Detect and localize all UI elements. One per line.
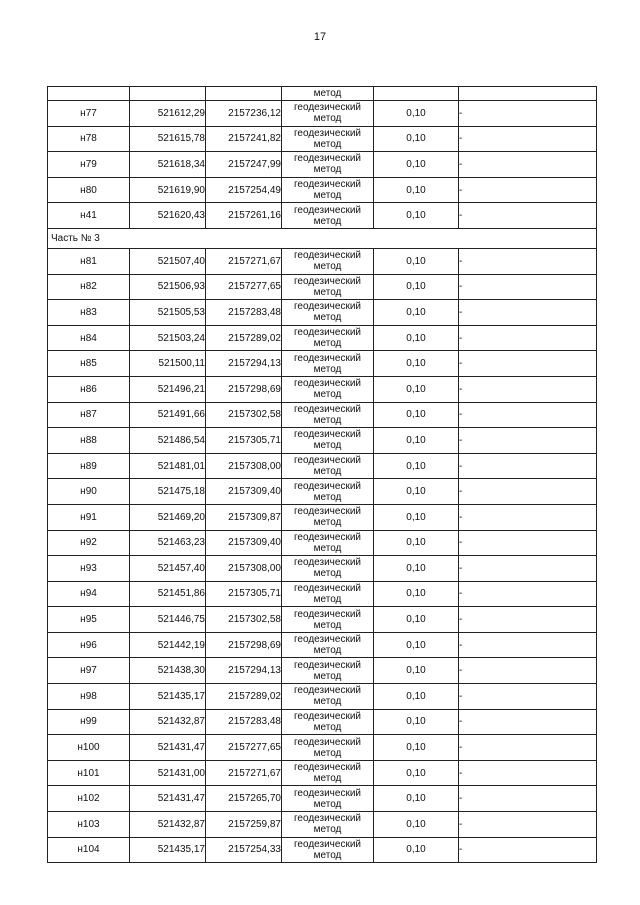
cell-y: 2157308,00 <box>206 556 282 582</box>
table-row <box>48 152 597 178</box>
cell-method: геодезический метод <box>282 760 374 786</box>
cell-y: 2157277,65 <box>206 735 282 761</box>
table-row <box>48 101 597 127</box>
cell-x: 521620,43 <box>130 203 206 229</box>
cell-note: - <box>459 607 597 633</box>
coordinates-table <box>47 86 597 863</box>
cell-note: - <box>459 203 597 229</box>
table-row <box>48 274 597 300</box>
cell-error: 0,10 <box>374 837 459 863</box>
cell-point: н99 <box>48 709 130 735</box>
cell-note: - <box>459 530 597 556</box>
cell-point: н101 <box>48 760 130 786</box>
cell-x: 521618,34 <box>130 152 206 178</box>
cell-error: 0,10 <box>374 684 459 710</box>
cell-point: н102 <box>48 786 130 812</box>
cell-error: 0,10 <box>374 274 459 300</box>
cell-x: 521503,24 <box>130 325 206 351</box>
cell-point: н91 <box>48 504 130 530</box>
table-row <box>48 203 597 229</box>
cell-note: - <box>459 402 597 428</box>
cell-note: - <box>459 812 597 838</box>
cell-y: 2157271,67 <box>206 248 282 274</box>
cell-method: геодезический метод <box>282 632 374 658</box>
cell-y: 2157298,69 <box>206 376 282 402</box>
cell-y: 2157305,71 <box>206 581 282 607</box>
cell-error: 0,10 <box>374 556 459 582</box>
cell-error: 0,10 <box>374 428 459 454</box>
cell-point: н103 <box>48 812 130 838</box>
cell-y: 2157302,58 <box>206 402 282 428</box>
cell-method: метод <box>282 87 374 101</box>
cell-point: н95 <box>48 607 130 633</box>
cell-x: 521486,54 <box>130 428 206 454</box>
section-row <box>48 228 597 248</box>
table-row <box>48 812 597 838</box>
cell-method: геодезический метод <box>282 607 374 633</box>
cell-point: н86 <box>48 376 130 402</box>
table-row <box>48 684 597 710</box>
cell-x: 521435,17 <box>130 684 206 710</box>
cell-note: - <box>459 760 597 786</box>
cell-x: 521615,78 <box>130 126 206 152</box>
cell-note: - <box>459 658 597 684</box>
cell-y: 2157271,67 <box>206 760 282 786</box>
cell-y: 2157309,40 <box>206 530 282 556</box>
cell-x: 521612,29 <box>130 101 206 127</box>
cell-x: 521481,01 <box>130 453 206 479</box>
cell-note: - <box>459 786 597 812</box>
cell-point: н87 <box>48 402 130 428</box>
table-row-continued <box>48 87 597 101</box>
cell-error: 0,10 <box>374 479 459 505</box>
cell-y: 2157298,69 <box>206 632 282 658</box>
cell-point: н88 <box>48 428 130 454</box>
cell-method: геодезический метод <box>282 351 374 377</box>
cell-method: геодезический метод <box>282 556 374 582</box>
table-row <box>48 786 597 812</box>
table-row <box>48 530 597 556</box>
cell-note: - <box>459 453 597 479</box>
table-row <box>48 248 597 274</box>
table-row <box>48 351 597 377</box>
cell-y: 2157254,33 <box>206 837 282 863</box>
cell-x: 521446,75 <box>130 607 206 633</box>
cell-error: 0,10 <box>374 530 459 556</box>
cell-note: - <box>459 556 597 582</box>
cell-x: 521619,90 <box>130 177 206 203</box>
cell-error: 0,10 <box>374 658 459 684</box>
cell-method: геодезический метод <box>282 152 374 178</box>
cell-point: н92 <box>48 530 130 556</box>
cell-y: 2157302,58 <box>206 607 282 633</box>
cell-y: 2157236,12 <box>206 101 282 127</box>
table-row <box>48 402 597 428</box>
cell-method: геодезический метод <box>282 300 374 326</box>
cell-note: - <box>459 581 597 607</box>
cell-note: - <box>459 735 597 761</box>
cell-method: геодезический метод <box>282 428 374 454</box>
cell-error: 0,10 <box>374 101 459 127</box>
cell-x: 521496,21 <box>130 376 206 402</box>
cell-method: геодезический метод <box>282 376 374 402</box>
cell-y: 2157289,02 <box>206 684 282 710</box>
cell-x: 521431,00 <box>130 760 206 786</box>
cell-method: геодезический метод <box>282 126 374 152</box>
cell-method: геодезический метод <box>282 203 374 229</box>
cell-error: 0,10 <box>374 786 459 812</box>
cell-note: - <box>459 351 597 377</box>
cell-point: н84 <box>48 325 130 351</box>
cell-point: н41 <box>48 203 130 229</box>
cell-note <box>459 87 597 101</box>
cell-note: - <box>459 837 597 863</box>
table-row <box>48 760 597 786</box>
cell-method: геодезический метод <box>282 735 374 761</box>
table-row <box>48 632 597 658</box>
section-label: Часть № 3 <box>48 228 597 248</box>
cell-x: 521463,23 <box>130 530 206 556</box>
cell-error: 0,10 <box>374 504 459 530</box>
cell-point <box>48 87 130 101</box>
cell-method: геодезический метод <box>282 504 374 530</box>
cell-point: н98 <box>48 684 130 710</box>
cell-point: н90 <box>48 479 130 505</box>
table-row <box>48 376 597 402</box>
cell-error <box>374 87 459 101</box>
cell-x: 521475,18 <box>130 479 206 505</box>
cell-x: 521469,20 <box>130 504 206 530</box>
cell-error: 0,10 <box>374 325 459 351</box>
cell-method: геодезический метод <box>282 402 374 428</box>
cell-x: 521500,11 <box>130 351 206 377</box>
cell-point: н89 <box>48 453 130 479</box>
cell-x: 521457,40 <box>130 556 206 582</box>
cell-error: 0,10 <box>374 402 459 428</box>
table-row <box>48 607 597 633</box>
cell-y: 2157261,16 <box>206 203 282 229</box>
cell-x: 521431,47 <box>130 735 206 761</box>
cell-method: геодезический метод <box>282 658 374 684</box>
cell-y: 2157305,71 <box>206 428 282 454</box>
cell-note: - <box>459 709 597 735</box>
cell-method: геодезический метод <box>282 786 374 812</box>
cell-method: геодезический метод <box>282 684 374 710</box>
cell-y: 2157254,49 <box>206 177 282 203</box>
cell-error: 0,10 <box>374 248 459 274</box>
table-row <box>48 556 597 582</box>
cell-point: н77 <box>48 101 130 127</box>
cell-note: - <box>459 300 597 326</box>
table-row <box>48 709 597 735</box>
cell-error: 0,10 <box>374 760 459 786</box>
cell-error: 0,10 <box>374 351 459 377</box>
table-row <box>48 126 597 152</box>
cell-point: н96 <box>48 632 130 658</box>
cell-method: геодезический метод <box>282 530 374 556</box>
cell-method: геодезический метод <box>282 837 374 863</box>
cell-x: 521432,87 <box>130 709 206 735</box>
cell-y: 2157289,02 <box>206 325 282 351</box>
cell-method: геодезический метод <box>282 479 374 505</box>
cell-point: н100 <box>48 735 130 761</box>
cell-method: геодезический метод <box>282 248 374 274</box>
cell-method: геодезический метод <box>282 581 374 607</box>
cell-note: - <box>459 684 597 710</box>
cell-point: н94 <box>48 581 130 607</box>
cell-error: 0,10 <box>374 812 459 838</box>
cell-method: геодезический метод <box>282 453 374 479</box>
cell-error: 0,10 <box>374 300 459 326</box>
cell-error: 0,10 <box>374 203 459 229</box>
cell-note: - <box>459 101 597 127</box>
cell-point: н97 <box>48 658 130 684</box>
table-row <box>48 837 597 863</box>
cell-y: 2157247,99 <box>206 152 282 178</box>
cell-point: н81 <box>48 248 130 274</box>
cell-method: геодезический метод <box>282 274 374 300</box>
cell-note: - <box>459 248 597 274</box>
cell-point: н82 <box>48 274 130 300</box>
page-number: 17 <box>313 31 327 43</box>
cell-method: геодезический метод <box>282 177 374 203</box>
cell-note: - <box>459 177 597 203</box>
cell-y: 2157294,13 <box>206 658 282 684</box>
cell-x: 521442,19 <box>130 632 206 658</box>
cell-x: 521491,66 <box>130 402 206 428</box>
table-row <box>48 581 597 607</box>
cell-x <box>130 87 206 101</box>
cell-note: - <box>459 479 597 505</box>
cell-error: 0,10 <box>374 376 459 402</box>
cell-point: н79 <box>48 152 130 178</box>
cell-point: н83 <box>48 300 130 326</box>
table-row <box>48 300 597 326</box>
cell-x: 521432,87 <box>130 812 206 838</box>
cell-x: 521451,86 <box>130 581 206 607</box>
cell-point: н80 <box>48 177 130 203</box>
cell-error: 0,10 <box>374 632 459 658</box>
cell-x: 521435,17 <box>130 837 206 863</box>
cell-note: - <box>459 376 597 402</box>
table-row <box>48 735 597 761</box>
table-row <box>48 504 597 530</box>
cell-y <box>206 87 282 101</box>
cell-error: 0,10 <box>374 152 459 178</box>
cell-note: - <box>459 504 597 530</box>
cell-method: геодезический метод <box>282 812 374 838</box>
cell-error: 0,10 <box>374 126 459 152</box>
cell-y: 2157241,82 <box>206 126 282 152</box>
cell-note: - <box>459 152 597 178</box>
cell-x: 521505,53 <box>130 300 206 326</box>
cell-error: 0,10 <box>374 581 459 607</box>
cell-error: 0,10 <box>374 735 459 761</box>
cell-error: 0,10 <box>374 177 459 203</box>
cell-y: 2157283,48 <box>206 300 282 326</box>
cell-x: 521438,30 <box>130 658 206 684</box>
cell-point: н104 <box>48 837 130 863</box>
cell-y: 2157265,70 <box>206 786 282 812</box>
cell-y: 2157308,00 <box>206 453 282 479</box>
table-row <box>48 479 597 505</box>
cell-note: - <box>459 325 597 351</box>
cell-note: - <box>459 428 597 454</box>
cell-y: 2157309,40 <box>206 479 282 505</box>
cell-y: 2157309,87 <box>206 504 282 530</box>
cell-note: - <box>459 274 597 300</box>
cell-x: 521431,47 <box>130 786 206 812</box>
cell-y: 2157283,48 <box>206 709 282 735</box>
cell-x: 521506,93 <box>130 274 206 300</box>
table-row <box>48 177 597 203</box>
table-row <box>48 658 597 684</box>
cell-note: - <box>459 632 597 658</box>
cell-method: геодезический метод <box>282 709 374 735</box>
cell-error: 0,10 <box>374 607 459 633</box>
cell-y: 2157277,65 <box>206 274 282 300</box>
table-row <box>48 325 597 351</box>
cell-point: н85 <box>48 351 130 377</box>
cell-y: 2157259,87 <box>206 812 282 838</box>
cell-note: - <box>459 126 597 152</box>
table-row <box>48 428 597 454</box>
cell-point: н93 <box>48 556 130 582</box>
cell-y: 2157294,13 <box>206 351 282 377</box>
cell-error: 0,10 <box>374 709 459 735</box>
cell-x: 521507,40 <box>130 248 206 274</box>
cell-error: 0,10 <box>374 453 459 479</box>
cell-method: геодезический метод <box>282 325 374 351</box>
cell-method: геодезический метод <box>282 101 374 127</box>
table-row <box>48 453 597 479</box>
cell-point: н78 <box>48 126 130 152</box>
